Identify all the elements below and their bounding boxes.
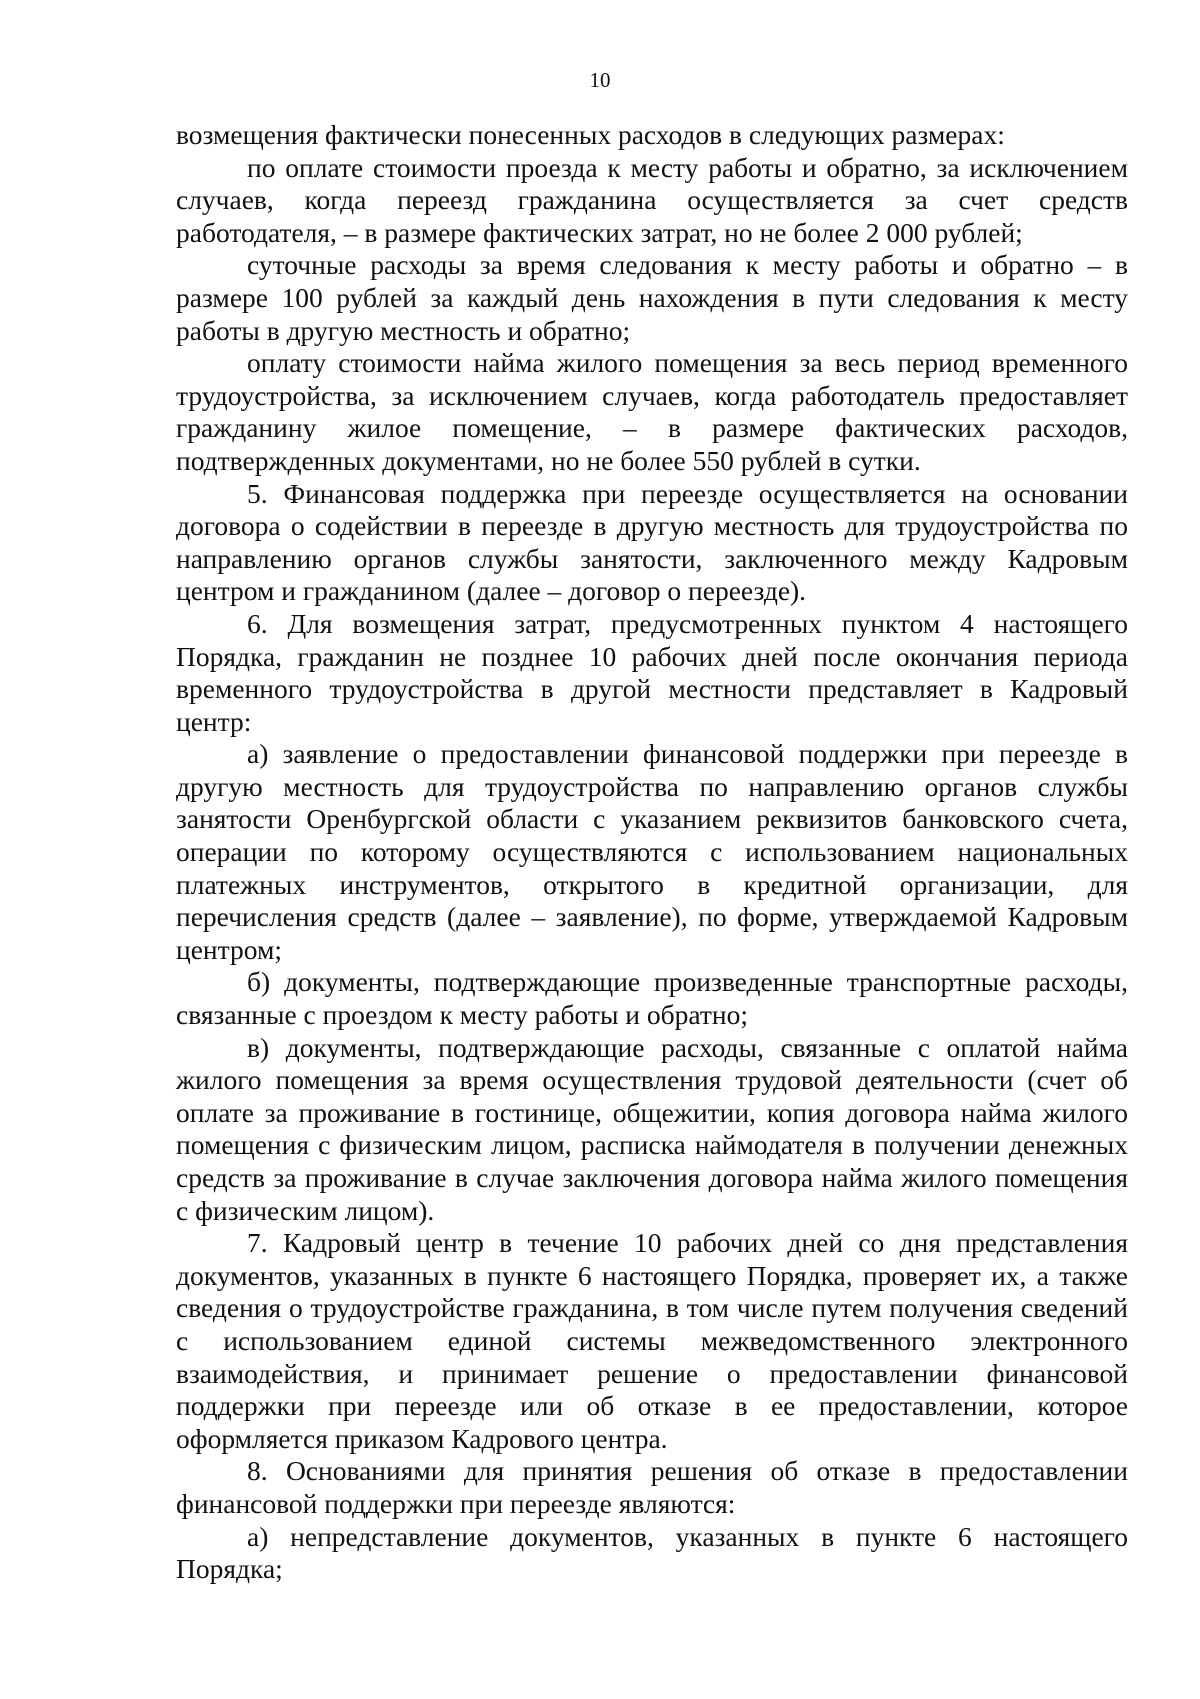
paragraph-housing-rent: оплату стоимости найма жилого помещения за весь период временного трудоустройства, за исключением случаев, когда работодатель предоставляет гражданину жилое помещение, – в размере фактических расходов, подтвержденных документами, но не более 550 рублей в сутки.: [176, 347, 1128, 476]
paragraph-item-6: 6. Для возмещения затрат, предусмотренных пунктом 4 настоящего Порядка, гражданин не позднее 10 рабочих дней после окончания периода временного трудоустройства в другой местности представляет в Кадровый центр:: [176, 607, 1128, 737]
page-number: 10: [589, 68, 611, 92]
paragraph-item-7: 7. Кадровый центр в течение 10 рабочих дней со дня представления документов, указанных в пункте 6 настоящего Порядка, проверяет их, а также сведения о трудоустройстве гражданина, в том числе путем получения сведений с использованием единой системы межведомственного электронного взаимодействия, и принимает решение о предоставлении финансовой поддержки при переезде или об отказе в ее предоставлении, которое оформляется приказом Кадрового центра.: [176, 1227, 1128, 1454]
paragraph-item-6b: б) документы, подтверждающие произведенные транспортные расходы, связанные с проездом к месту работы и обратно;: [176, 966, 1128, 1031]
paragraph-item-8a: а) непредставление документов, указанных в пункте 6 настоящего Порядка;: [176, 1520, 1128, 1585]
paragraph-item-8: 8. Основаниями для принятия решения об отказе в предоставлении финансовой поддержки при переезде являются:: [176, 1455, 1128, 1519]
paragraph-continuation: возмещения фактически понесенных расходов в следующих размерах:: [176, 119, 1005, 150]
paragraph-daily-allowance: суточные расходы за время следования к месту работы и обратно – в размере 100 рублей за каждый день нахождения в пути следования к месту работы в другую местность и обратно;: [176, 249, 1128, 346]
paragraph-item-6v: в) документы, подтверждающие расходы, связанные с оплатой найма жилого помещения за время осуществления трудовой деятельности (счет об оплате за проживание в гостинице, общежитии, копия договора найма жилого помещения с физическим лицом, расписка наймодателя в получении денежных средств за проживание в случае заключения договора найма жилого помещения с физическим лицом).: [176, 1031, 1128, 1226]
paragraph-item-5: 5. Финансовая поддержка при переезде осуществляется на основании договора о содействии в переезде в другую местность для трудоустройства по направлению органов службы занятости, заключенного между Кадровым центром и гражданином (далее – договор о переезде).: [176, 477, 1128, 607]
paragraph-travel-costs: по оплате стоимости проезда к месту работы и обратно, за исключением случаев, когда переезд гражданина осуществляется за счет средств работодателя, – в размере фактических затрат, но не более 2 000 рублей;: [176, 151, 1128, 248]
paragraph-item-6a: а) заявление о предоставлении финансовой поддержки при переезде в другую местность для трудоустройства по направлению органов службы занятости Оренбургской области с указанием реквизитов банковского счета, операции по которому осуществляются с использованием национальных платежных инструментов, открытого в кредитной организации, для перечисления средств (далее – заявление), по форме, утверждаемой Кадровым центром;: [176, 738, 1128, 965]
document-body: [176, 119, 1128, 1586]
